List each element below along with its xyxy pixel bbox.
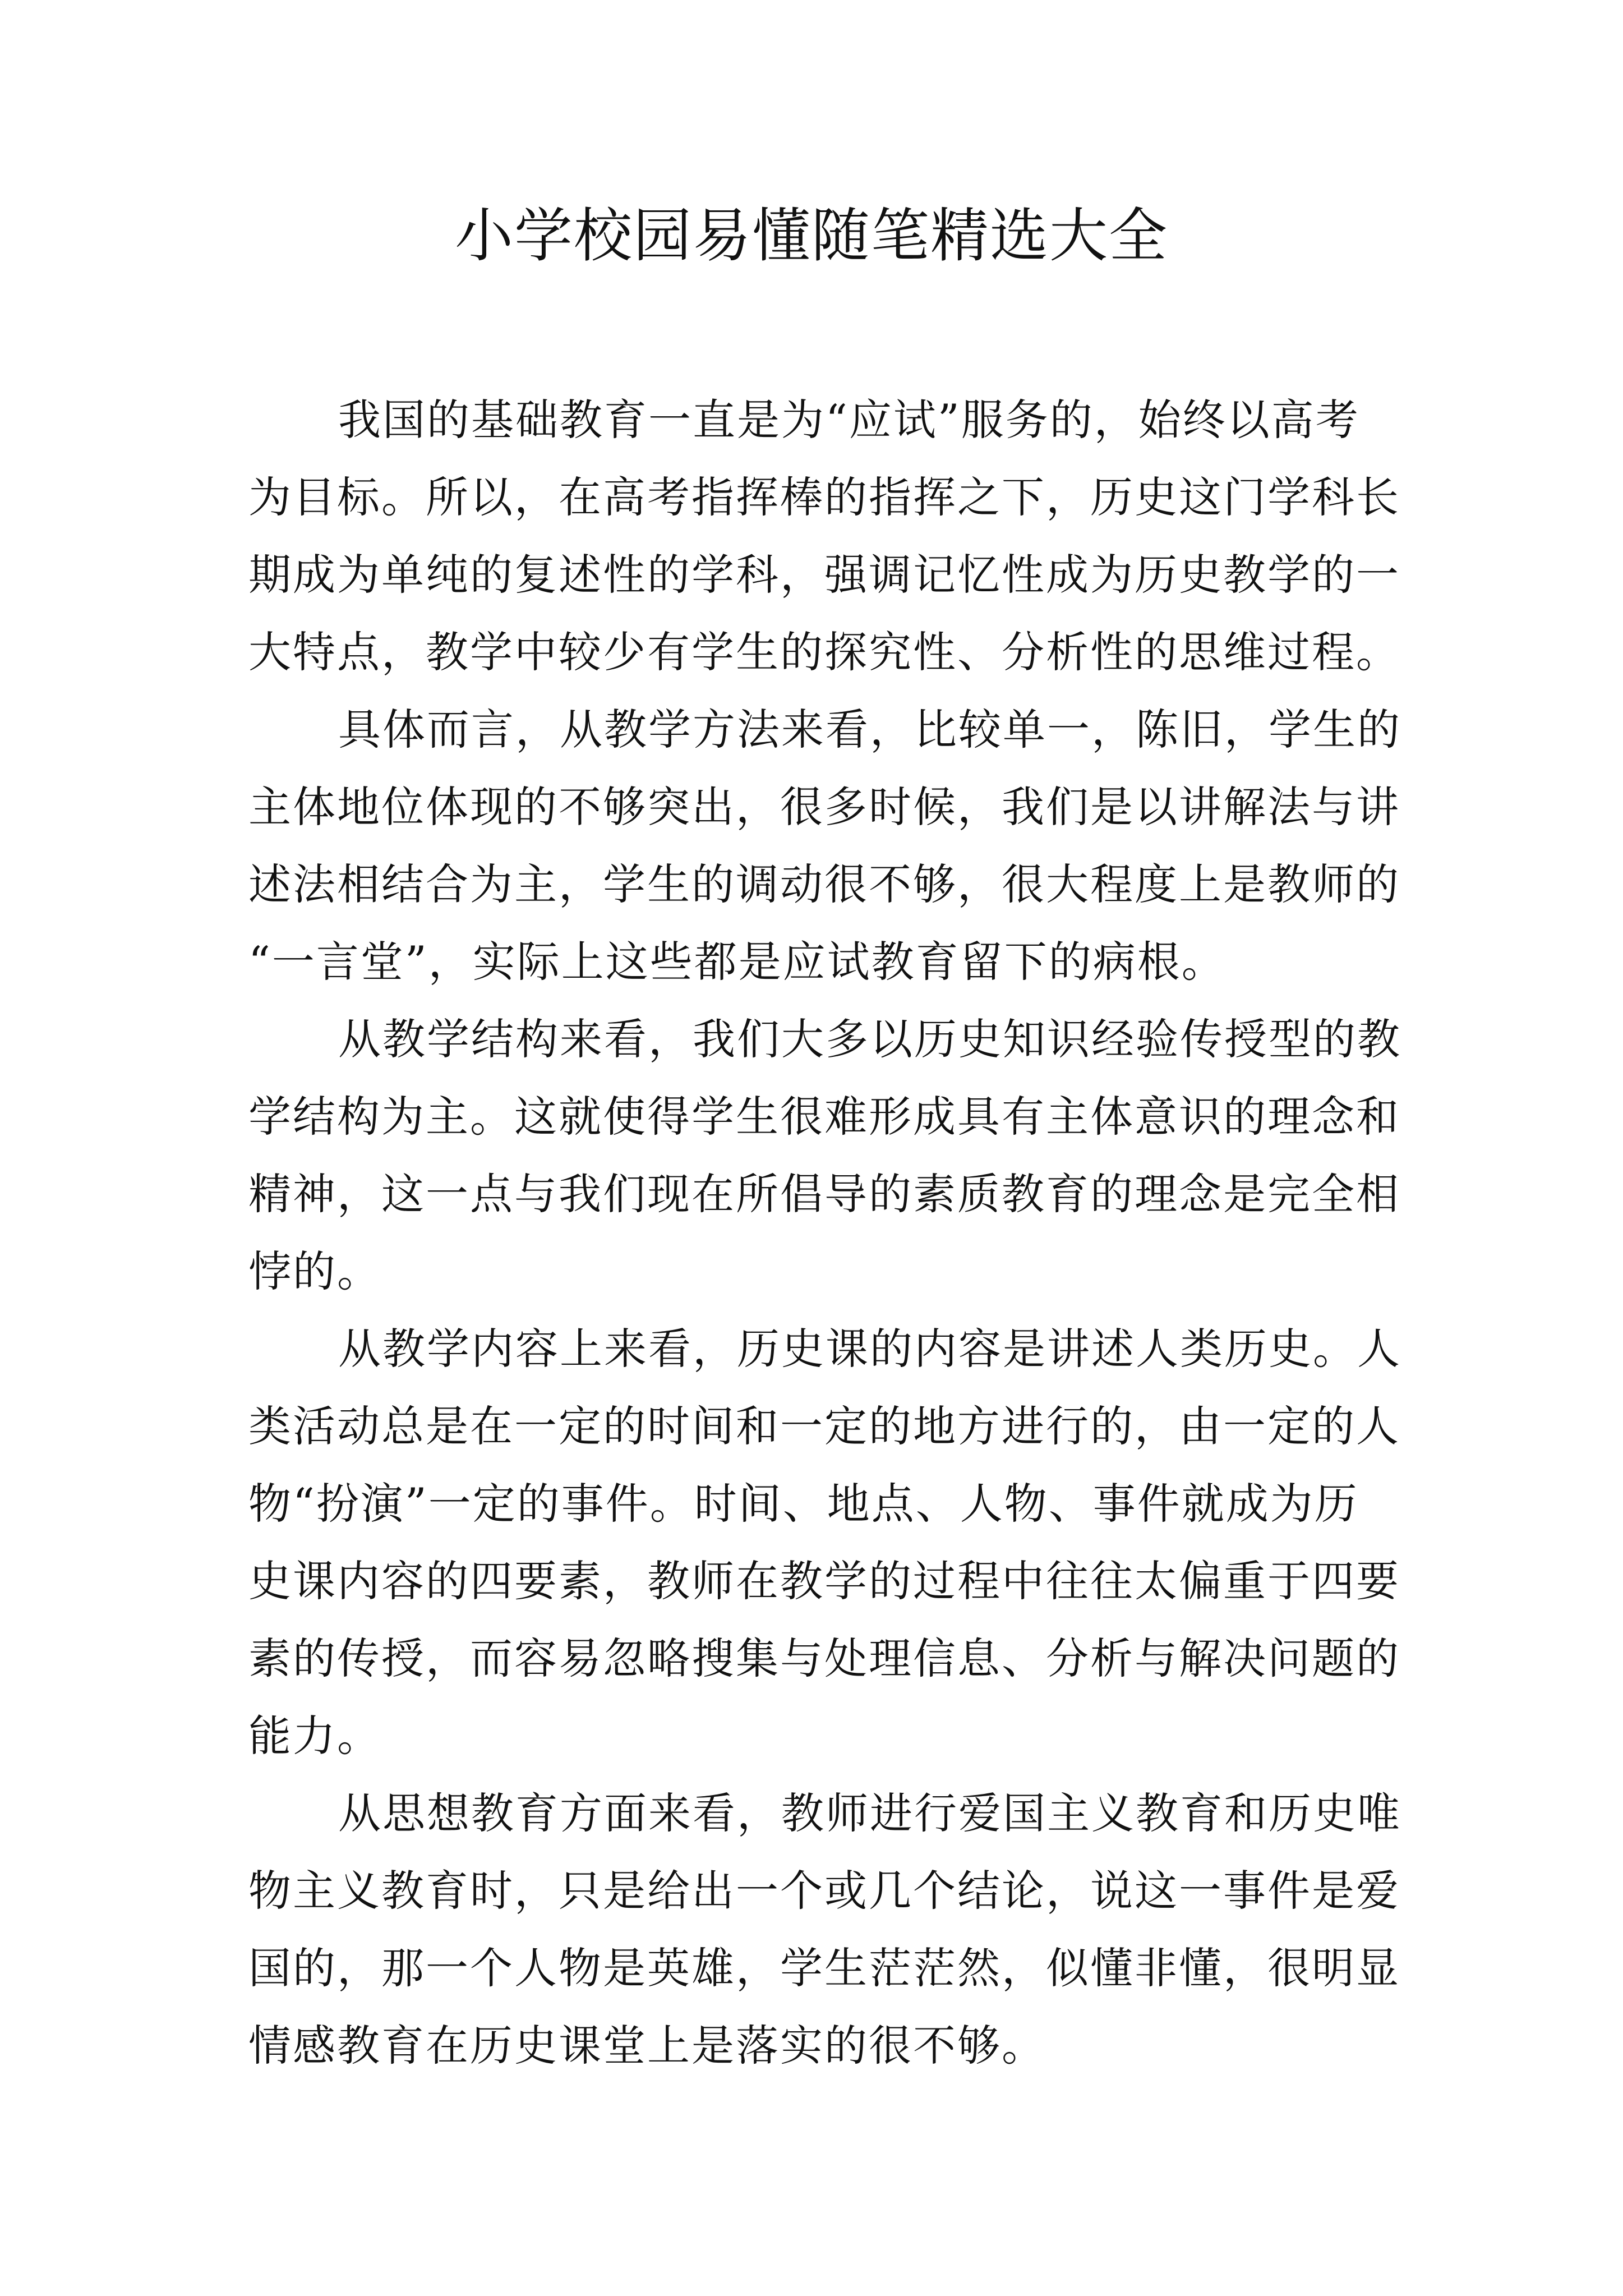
text-line: 从教学结构来看，我们大多以历史知识经验传授型的教 <box>338 1014 1401 1064</box>
text-line: 能力。 <box>248 1711 381 1761</box>
text-line: 期成为单纯的复述性的学科，强调记忆性成为历史教学的一 <box>248 550 1400 600</box>
text-line: 精神，这一点与我们现在所倡导的素质教育的理念是完全相 <box>248 1169 1400 1219</box>
text-line: 主体地位体现的不够突出，很多时候，我们是以讲解法与讲 <box>248 782 1400 832</box>
text-line: 从思想教育方面来看，教师进行爱国主义教育和历史唯 <box>338 1788 1401 1838</box>
text-line: 国的，那一个人物是英雄，学生茫茫然，似懂非懂，很明显 <box>248 1943 1400 1993</box>
paragraph-2 <box>248 691 1401 1001</box>
paragraph-5 <box>248 1775 1401 2085</box>
text-line: 学结构为主。这就使得学生很难形成具有主体意识的理念和 <box>248 1092 1400 1142</box>
text-line: 物“扮演”一定的事件。时间、地点、人物、事件就成为历 <box>248 1479 1359 1529</box>
page-title: 小学校园易懂随笔精选大全 <box>454 201 1168 270</box>
text-line: “一言堂”，实际上这些都是应试教育留下的病根。 <box>248 937 1226 987</box>
text-line: 我国的基础教育一直是为“应试”服务的，始终以高考 <box>338 395 1360 445</box>
text-line: 具体而言，从教学方法来看，比较单一，陈旧，学生的 <box>338 705 1401 754</box>
text-line: 为目标。所以，在高考指挥棒的指挥之下，历史这门学科长 <box>248 472 1400 522</box>
text-line: 史课内容的四要素，教师在教学的过程中往往太偏重于四要 <box>248 1556 1400 1606</box>
text-line: 大特点，教学中较少有学生的探究性、分析性的思维过程。 <box>248 627 1400 677</box>
text-line: 悖的。 <box>248 1246 381 1296</box>
document-body <box>248 381 1401 2085</box>
text-line: 类活动总是在一定的时间和一定的地方进行的，由一定的人 <box>248 1401 1400 1451</box>
paragraph-1 <box>248 381 1398 691</box>
text-line: 素的传授，而容易忽略搜集与处理信息、分析与解决问题的 <box>248 1634 1400 1683</box>
text-line: 情感教育在历史课堂上是落实的很不够。 <box>248 2021 1046 2070</box>
text-line: 述法相结合为主，学生的调动很不够，很大程度上是教师的 <box>248 859 1400 909</box>
paragraph-3 <box>248 1001 1401 1310</box>
text-line: 从教学内容上来看，历史课的内容是讲述人类历史。人 <box>338 1324 1401 1374</box>
text-line: 物主义教育时，只是给出一个或几个结论，说这一事件是爱 <box>248 1866 1400 1916</box>
paragraph-4 <box>248 1310 1401 1775</box>
